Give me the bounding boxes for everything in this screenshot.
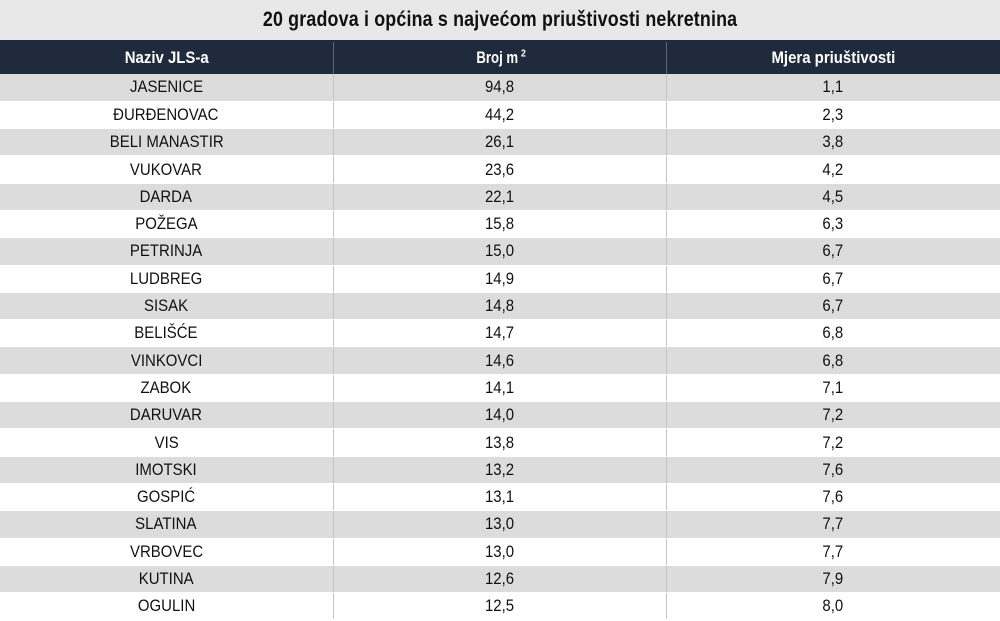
cell-affordability: 6,8 <box>666 347 1000 374</box>
cell-area: 13,0 <box>333 511 666 538</box>
column-header-area-superscript: 2 <box>520 48 526 60</box>
table-row <box>0 238 1000 265</box>
cell-area: 15,8 <box>333 210 666 237</box>
cell-area: 13,2 <box>333 456 666 483</box>
cell-affordability: 7,9 <box>666 565 1000 592</box>
cell-area: 15,0 <box>333 238 666 265</box>
table-header-row <box>0 42 1000 74</box>
cell-name: VUKOVAR <box>0 156 333 183</box>
cell-area: 12,6 <box>333 565 666 592</box>
cell-area: 13,1 <box>333 483 666 510</box>
table-row <box>0 565 1000 592</box>
table-row <box>0 101 1000 128</box>
table-row <box>0 456 1000 483</box>
cell-affordability: 3,8 <box>666 129 1000 156</box>
cell-name: ZABOK <box>0 374 333 401</box>
cell-area: 14,8 <box>333 292 666 319</box>
table-row <box>0 265 1000 292</box>
table-row <box>0 210 1000 237</box>
cell-area: 14,0 <box>333 402 666 429</box>
table-row <box>0 483 1000 510</box>
cell-affordability: 7,1 <box>666 374 1000 401</box>
cell-name: BELIŠĆE <box>0 320 333 347</box>
cell-name: DARUVAR <box>0 402 333 429</box>
table-row <box>0 129 1000 156</box>
table-title: 20 gradova i općina s najvećom priuštivosti nekretnina <box>262 8 738 31</box>
column-header-affordability: Mjera priuštivosti <box>666 42 1000 74</box>
cell-name: SLATINA <box>0 511 333 538</box>
cell-affordability: 4,5 <box>666 183 1000 210</box>
cell-affordability: 6,7 <box>666 292 1000 319</box>
cell-name: ĐURĐENOVAC <box>0 101 333 128</box>
cell-area: 12,5 <box>333 593 666 620</box>
cell-area: 94,8 <box>333 74 666 101</box>
cell-affordability: 7,6 <box>666 483 1000 510</box>
cell-area: 23,6 <box>333 156 666 183</box>
table-row <box>0 538 1000 565</box>
table-row <box>0 511 1000 538</box>
cell-name: POŽEGA <box>0 210 333 237</box>
column-header-name: Naziv JLS-a <box>0 42 333 74</box>
table-row <box>0 402 1000 429</box>
cell-area: 14,1 <box>333 374 666 401</box>
table-title-bar <box>0 0 1000 42</box>
cell-affordability: 7,7 <box>666 538 1000 565</box>
cell-affordability: 6,7 <box>666 265 1000 292</box>
cell-affordability: 7,2 <box>666 402 1000 429</box>
cell-area: 13,8 <box>333 429 666 456</box>
cell-name: VIS <box>0 429 333 456</box>
cell-name: PETRINJA <box>0 238 333 265</box>
cell-area: 14,7 <box>333 320 666 347</box>
cell-area: 26,1 <box>333 129 666 156</box>
cell-affordability: 4,2 <box>666 156 1000 183</box>
cell-name: JASENICE <box>0 74 333 101</box>
cell-name: LUDBREG <box>0 265 333 292</box>
cell-affordability: 7,2 <box>666 429 1000 456</box>
table-row <box>0 74 1000 101</box>
cell-name: VINKOVCI <box>0 347 333 374</box>
cell-name: IMOTSKI <box>0 456 333 483</box>
cell-affordability: 6,8 <box>666 320 1000 347</box>
cell-name: SISAK <box>0 292 333 319</box>
affordability-table <box>0 42 1000 620</box>
cell-affordability: 6,3 <box>666 210 1000 237</box>
cell-area: 22,1 <box>333 183 666 210</box>
cell-affordability: 8,0 <box>666 593 1000 620</box>
table-row <box>0 183 1000 210</box>
table-row <box>0 320 1000 347</box>
table-body <box>0 74 1000 620</box>
cell-name: DARDA <box>0 183 333 210</box>
cell-name: GOSPIĆ <box>0 483 333 510</box>
cell-name: KUTINA <box>0 565 333 592</box>
table-row <box>0 593 1000 620</box>
cell-affordability: 7,6 <box>666 456 1000 483</box>
cell-name: BELI MANASTIR <box>0 129 333 156</box>
table-row <box>0 374 1000 401</box>
cell-area: 14,9 <box>333 265 666 292</box>
cell-affordability: 6,7 <box>666 238 1000 265</box>
cell-area: 13,0 <box>333 538 666 565</box>
cell-affordability: 7,7 <box>666 511 1000 538</box>
column-header-area: Broj m $^2$ <box>333 42 666 74</box>
table-row <box>0 292 1000 319</box>
cell-affordability: 1,1 <box>666 74 1000 101</box>
table-row <box>0 429 1000 456</box>
cell-name: VRBOVEC <box>0 538 333 565</box>
cell-area: 44,2 <box>333 101 666 128</box>
cell-area: 14,6 <box>333 347 666 374</box>
table-row <box>0 156 1000 183</box>
table-row <box>0 347 1000 374</box>
cell-name: OGULIN <box>0 593 333 620</box>
cell-affordability: 2,3 <box>666 101 1000 128</box>
